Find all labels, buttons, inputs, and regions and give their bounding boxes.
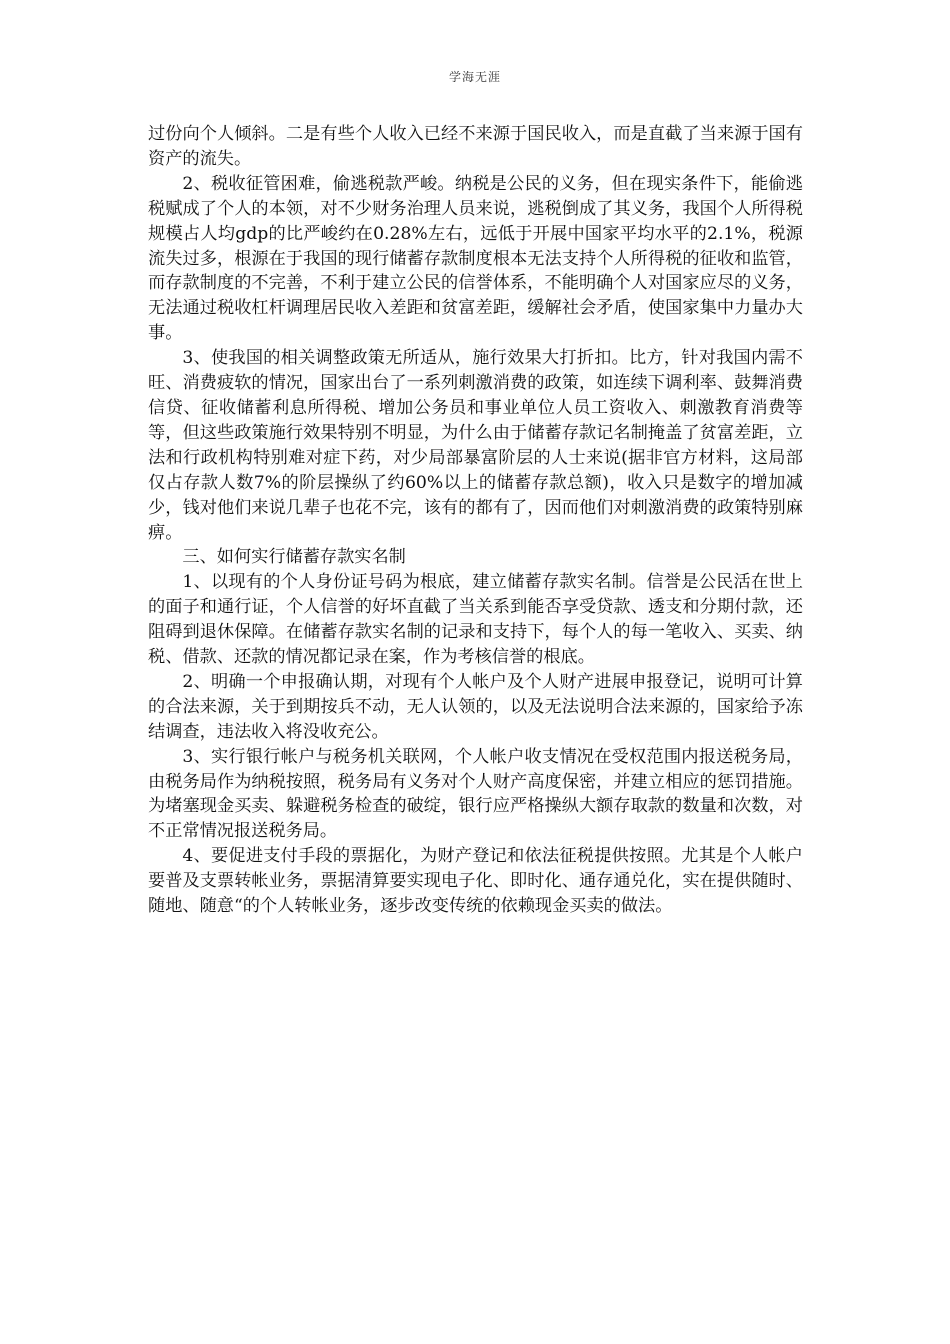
paragraph: 2、税收征管困难，偷逃税款严峻。纳税是公民的义务，但在现实条件下，能偷逃税赋成了个人的本领，对不少财务治理人员来说，逃税倒成了其义务，我国个人所得税规模占人均gdp的比严峻约在0.28%左右，远低于开展中国家平均水平的2.1%，税源流失过多，根源在于我国的现行储蓄存款制度根本无法支持个人所得税的征收和监管，而存款制度的不完善，不利于建立公民的信誉体系，不能明确个人对国家应尽的义务，无法通过税收杠杆调理居民收入差距和贫富差距，缓解社会矛盾，使国家集中力量办大事。 [148,173,803,344]
section-heading: 三、如何实行储蓄存款实名制 [182,547,406,568]
paragraph: 过份向个人倾斜。二是有些个人收入已经不来源于国民收入，而是直截了当来源于国有资产的流失。 [148,124,803,169]
paragraph: 1、以现有的个人身份证号码为根底，建立储蓄存款实名制。信誉是公民活在世上的面子和通行证，个人信誉的好坏直截了当关系到能否享受贷款、透支和分期付款，还阻碍到退休保障。在储蓄存款实名制的记录和支持下，每个人的每一笔收入、买卖、纳税、借款、还款的情况都记录在案，作为考核信誉的根底。 [148,572,803,668]
paragraph: 3、使我国的相关调整政策无所适从，施行效果大打折扣。比方，针对我国内需不旺、消费疲软的情况，国家出台了一系列刺激消费的政策，如连续下调利率、鼓舞消费信贷、征收储蓄利息所得税、增加公务员和事业单位人员工资收入、刺激教育消费等等，但这些政策施行效果特别不明显，为什么由于储蓄存款记名制掩盖了贫富差距，立法和行政机构特别难对症下药，对少局部暴富阶层的人士来说(据非官方材料，这局部仅占存款人数7%的阶层操纵了约60%以上的储蓄存款总额)，收入只是数字的增加减少，钱对他们来说几辈子也花不完，该有的都有了，因而他们对刺激消费的政策特别麻痹。 [148,348,803,543]
paragraph: 3、实行银行帐户与税务机关联网，个人帐户收支情况在受权范围内报送税务局，由税务局作为纳税按照，税务局有义务对个人财产高度保密，并建立相应的惩罚措施。为堵塞现金买卖、躲避税务检查的破绽，银行应严格操纵大额存取款的数量和次数，对不正常情况报送税务局。 [148,746,803,842]
page-header: 学海无涯 [448,70,501,84]
document-body [148,122,803,919]
paragraph: 4、要促进支付手段的票据化，为财产登记和依法征税提供按照。尤其是个人帐户要普及支票转帐业务，票据清算要实现电子化、即时化、通存通兑化，实在提供随时、随地、随意“的个人转帐业务，逐步改变传统的依赖现金买卖的做法。 [148,846,803,917]
paragraph: 2、明确一个申报确认期，对现有个人帐户及个人财产进展申报登记，说明可计算的合法来源，关于到期按兵不动，无人认领的，以及无法说明合法来源的，国家给予冻结调查，违法收入将没收充公。 [148,671,803,742]
